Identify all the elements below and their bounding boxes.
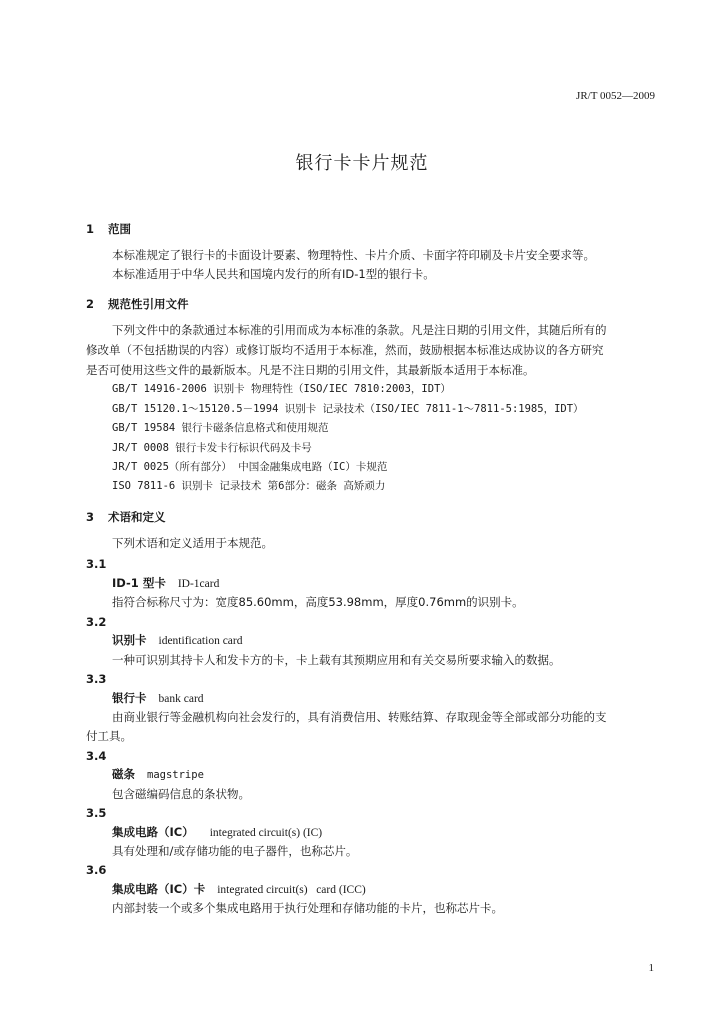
term-number: 3.1	[86, 557, 107, 571]
term-zh: 集成电路（IC）	[112, 825, 194, 839]
term-number: 3.4	[86, 749, 107, 763]
term-zh: ID-1 型卡	[112, 576, 166, 590]
reference-item: GB/T 15120.1～15120.5－1994 识别卡 记录技术（ISO/IEC 7811-1～7811-5:1985，IDT）	[112, 403, 584, 415]
term-heading	[112, 688, 204, 709]
term-en: bank card	[158, 693, 204, 705]
term-definition: 由商业银行等金融机构向社会发行的，具有消费信用、转账结算、存取现金等全部或部分功能的支	[112, 710, 607, 724]
term-en: magstripe	[147, 769, 204, 781]
paragraph-line: 下列文件中的条款通过本标准的引用而成为本标准的条款。凡是注日期的引用文件，其随后所有的	[112, 323, 607, 337]
term-definition: 付工具。	[86, 729, 132, 743]
term-definition: 具有处理和/或存储功能的电子器件，也称芯片。	[112, 844, 358, 858]
section-number: 1	[86, 222, 95, 236]
page-title: 银行卡卡片规范	[295, 153, 429, 174]
term-en: integrated circuit(s) card (ICC)	[217, 884, 366, 896]
term-heading	[112, 573, 219, 594]
term-zh: 识别卡	[112, 633, 147, 647]
section-number: 3	[86, 510, 95, 524]
section-title: 规范性引用文件	[108, 297, 189, 311]
paragraph: 下列术语和定义适用于本规范。	[112, 536, 273, 550]
reference-item: JR/T 0025（所有部分） 中国金融集成电路（IC）卡规范	[112, 461, 388, 473]
term-definition: 包含磁编码信息的条状物。	[112, 787, 250, 801]
reference-item: ISO 7811-6 识别卡 记录技术 第6部分：磁条 高矫顽力	[112, 480, 386, 492]
paragraph-line: 修改单（不包括勘误的内容）或修订版均不适用于本标准，然而，鼓励根据本标准达成协议的各方研究	[86, 343, 604, 357]
paragraph: 本标准规定了银行卡的卡面设计要素、物理特性、卡片介质、卡面字符印刷及卡片安全要求等。	[112, 248, 595, 262]
term-definition: 一种可识别其持卡人和发卡方的卡，卡上载有其预期应用和有关交易所要求输入的数据。	[112, 653, 561, 667]
section-heading-normative-references	[86, 294, 189, 314]
paragraph-line: 是否可使用这些文件的最新版本。凡是不注日期的引用文件，其最新版本适用于本标准。	[86, 363, 535, 377]
reference-item: JR/T 0008 银行卡发卡行标识代码及卡号	[112, 442, 312, 454]
section-heading-scope	[86, 219, 131, 239]
term-zh: 磁条	[112, 767, 135, 781]
term-zh: 集成电路（IC）卡	[112, 882, 206, 896]
term-en: identification card	[158, 635, 243, 647]
term-number: 3.3	[86, 672, 107, 686]
term-definition: 内部封装一个或多个集成电路用于执行处理和存储功能的卡片，也称芯片卡。	[112, 901, 503, 915]
paragraph: 本标准适用于中华人民共和国境内发行的所有ID-1型的银行卡。	[112, 267, 435, 281]
page-number: 1	[648, 962, 654, 974]
reference-item: GB/T 19584 银行卡磁条信息格式和使用规范	[112, 422, 329, 434]
term-heading	[112, 630, 242, 651]
section-heading-terms	[86, 507, 166, 527]
term-heading	[112, 879, 366, 900]
term-en: integrated circuit(s) (IC)	[209, 827, 323, 839]
section-number: 2	[86, 297, 95, 311]
term-heading	[112, 764, 204, 785]
document-id: JR/T 0052—2009	[576, 90, 655, 102]
section-title: 术语和定义	[108, 510, 166, 524]
term-number: 3.2	[86, 615, 107, 629]
section-title: 范围	[108, 222, 131, 236]
term-heading	[112, 822, 322, 843]
term-en: ID-1card	[177, 578, 220, 590]
term-definition: 指符合标称尺寸为：宽度85.60mm，高度53.98mm，厚度0.76mm的识别卡。	[112, 595, 524, 609]
reference-item: GB/T 14916-2006 识别卡 物理特性（ISO/IEC 7810:2003，IDT）	[112, 383, 451, 395]
term-number: 3.6	[86, 863, 107, 877]
term-number: 3.5	[86, 806, 107, 820]
term-zh: 银行卡	[112, 691, 147, 705]
